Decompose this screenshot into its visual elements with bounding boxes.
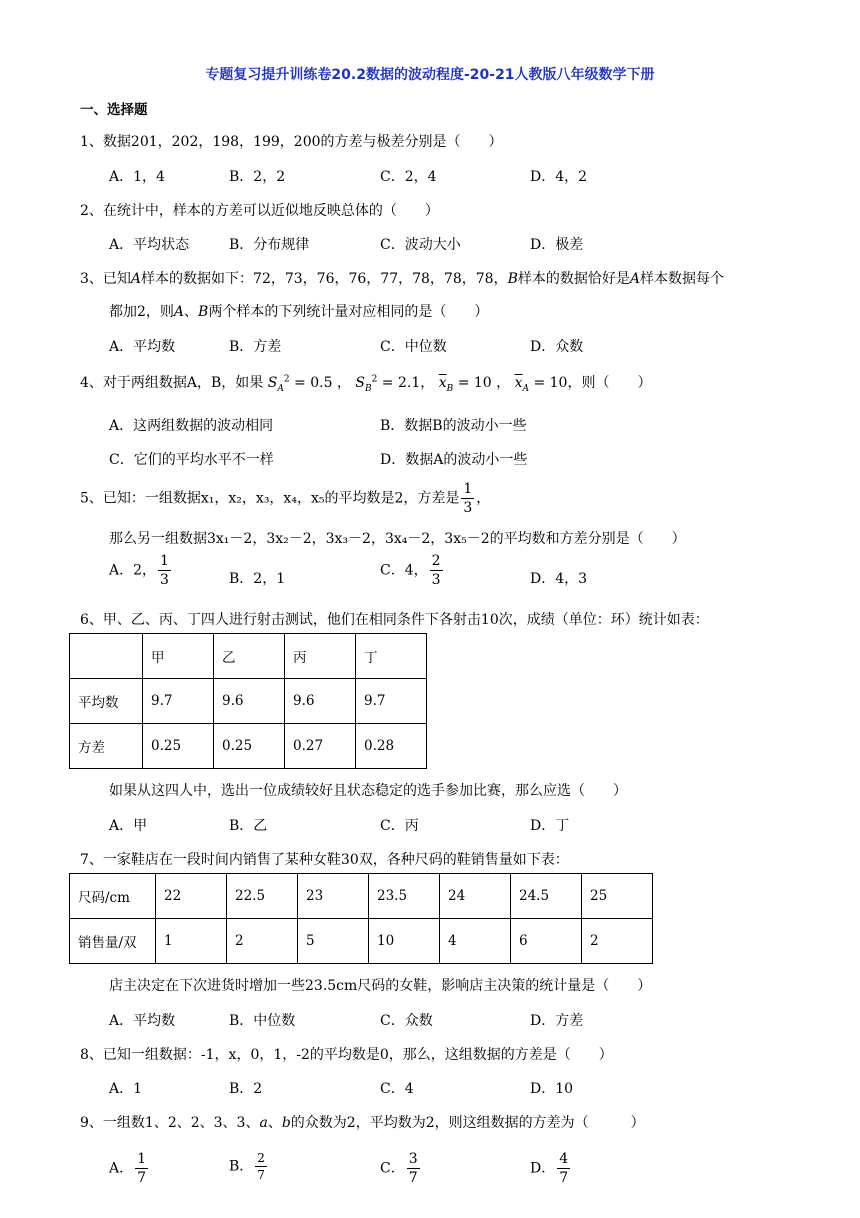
- question-5-option-c: C．4， $\frac{2}{3}$: [380, 553, 441, 588]
- question-6-stem: 6、甲、乙、丙、丁四人进行射击测试，他们在相同条件下各射击10次，成绩（单位：环）统计如表：: [80, 612, 709, 628]
- table-cell: 23: [298, 874, 369, 919]
- table-row: [70, 634, 427, 679]
- table-row: [70, 919, 653, 964]
- document-title: 专题复习提升训练卷20.2数据的波动程度-20-21人教版八年级数学下册: [205, 67, 655, 83]
- question-3-option-b: B．方差: [229, 339, 282, 355]
- question-7-option-d: D．方差: [530, 1013, 584, 1029]
- table-cell: 0.25: [143, 724, 214, 769]
- question-9-stem: 9、一组数1、2、2、3、3、a、b的众数为2，平均数为2，则这组数据的方差为（ ）: [80, 1115, 645, 1131]
- table-cell: 24.5: [511, 874, 582, 919]
- table-cell: 甲: [143, 634, 214, 679]
- question-7-option-b: B．中位数: [229, 1013, 296, 1029]
- question-3-option-d: D．众数: [530, 339, 584, 355]
- question-5-option-a: A．2， $\frac{1}{3}$: [109, 553, 169, 588]
- table-cell: 22: [156, 874, 227, 919]
- question-7-follow-up: 店主决定在下次进货时增加一些23.5cm尺码的女鞋，影响店主决策的统计量是（ ）: [109, 978, 652, 994]
- question-4-option-c: C．它们的平均水平不一样: [109, 452, 274, 468]
- table-cell: 5: [298, 919, 369, 964]
- question-8-option-a: A．1: [109, 1081, 143, 1097]
- table-row: [70, 724, 427, 769]
- table-cell: 2: [227, 919, 298, 964]
- table-cell: 24: [440, 874, 511, 919]
- question-1-option-b: B．2，2: [229, 169, 286, 185]
- table-cell: 0.27: [285, 724, 356, 769]
- question-5-stem-line-1: 5、已知：一组数据x₁，x₂，x₃，x₄，x₅的平均数是2，方差是 $\frac{1}{3}$ ，: [80, 481, 491, 516]
- table-cell: 10: [369, 919, 440, 964]
- question-7-option-a: A．平均数: [109, 1013, 176, 1029]
- question-1-option-d: D．4，2: [530, 169, 588, 185]
- mean-a-symbol: $\overline{x}$: [514, 375, 523, 391]
- question-2-option-a: A．平均状态: [109, 237, 190, 253]
- question-8-option-d: D．10: [530, 1081, 574, 1097]
- table-cell: 尺码/cm: [70, 874, 156, 919]
- question-5-option-d: D．4，3: [530, 571, 588, 587]
- table-cell: 方差: [70, 724, 143, 769]
- table-cell: 22.5: [227, 874, 298, 919]
- table-row: [70, 874, 653, 919]
- question-3-option-a: A．平均数: [109, 339, 176, 355]
- table-cell: 销售量/双: [70, 919, 156, 964]
- table-cell: [70, 634, 143, 679]
- question-5-stem-line-2: 那么另一组数据3x₁－2，3x₂－2，3x₃－2，3x₄－2，3x₅－2的平均数和方差分别是（ ）: [109, 531, 686, 547]
- table-cell: 丁: [356, 634, 427, 679]
- question-2-option-b: B．分布规律: [229, 237, 310, 253]
- question-9-option-b: B． $\frac{2}{7}$: [229, 1151, 265, 1182]
- table-cell: 9.7: [143, 679, 214, 724]
- question-9-option-c: C． $\frac{3}{7}$: [380, 1151, 418, 1186]
- question-1-option-a: A．1，4: [109, 169, 165, 185]
- mean-b-symbol: $\overline{x}$: [438, 375, 447, 391]
- question-1-option-c: C．2，4: [380, 169, 437, 185]
- table-cell: 2: [582, 919, 653, 964]
- question-1-stem: 1、数据201，202，198，199，200的方差与极差分别是（ ）: [80, 134, 503, 150]
- question-4-stem: 4、对于两组数据A，B，如果 $S_A^2 = 0.5$ ， $S_B^2 = 2.1$， $\overline{x}_B = 10$ ， $\overline{x}_A = 10$，则（ ）: [80, 374, 652, 394]
- question-2-option-d: D．极差: [530, 237, 584, 253]
- table-cell: 平均数: [70, 679, 143, 724]
- variance-a-symbol: S: [267, 375, 278, 391]
- question-2-option-c: C．波动大小: [380, 237, 461, 253]
- question-7-option-c: C．众数: [380, 1013, 433, 1029]
- question-9-option-a: A． $\frac{1}{7}$: [109, 1151, 147, 1186]
- question-6-option-a: A．甲: [109, 818, 148, 834]
- question-8-stem: 8、已知一组数据：-1，x，0，1，-2的平均数是0，那么，这组数据的方差是（ ）: [80, 1047, 613, 1063]
- question-6-option-b: B．乙: [229, 818, 268, 834]
- table-cell: 0.25: [214, 724, 285, 769]
- table-row: [70, 679, 427, 724]
- table-cell: 乙: [214, 634, 285, 679]
- shoe-sales-table: [69, 873, 653, 964]
- section-heading: 一、选择题: [80, 102, 148, 118]
- shooting-score-table: [69, 633, 427, 769]
- question-7-stem: 7、一家鞋店在一段时间内销售了某种女鞋30双，各种尺码的鞋销售量如下表：: [80, 852, 569, 868]
- table-cell: 1: [156, 919, 227, 964]
- question-8-option-c: C．4: [380, 1081, 414, 1097]
- question-2-stem: 2、在统计中，样本的方差可以近似地反映总体的（ ）: [80, 203, 439, 219]
- table-cell: 9.6: [214, 679, 285, 724]
- question-3-stem-line-2: 都加2，则A、B两个样本的下列统计量对应相同的是（ ）: [109, 304, 489, 320]
- question-6-option-d: D．丁: [530, 818, 570, 834]
- question-8-option-b: B．2: [229, 1081, 263, 1097]
- question-3-stem-line-1: 3、已知A样本的数据如下：72，73，76，76，77，78，78，78，B样本的数据恰好是A样本数据每个: [80, 271, 724, 287]
- question-4-option-b: B．数据B的波动小一些: [380, 418, 527, 434]
- question-6-follow-up: 如果从这四人中，选出一位成绩较好且状态稳定的选手参加比赛，那么应选（ ）: [109, 783, 627, 799]
- question-4-option-a: A．这两组数据的波动相同: [109, 418, 274, 434]
- table-cell: 9.7: [356, 679, 427, 724]
- table-cell: 25: [582, 874, 653, 919]
- table-cell: 丙: [285, 634, 356, 679]
- question-9-option-d: D． $\frac{4}{7}$: [530, 1151, 569, 1186]
- question-5-option-b: B．2，1: [229, 571, 286, 587]
- table-cell: 6: [511, 919, 582, 964]
- question-6-option-c: C．丙: [380, 818, 419, 834]
- table-cell: 23.5: [369, 874, 440, 919]
- table-cell: 0.28: [356, 724, 427, 769]
- fraction-one-third: $\frac{1}{3}$: [463, 481, 473, 516]
- question-4-option-d: D．数据A的波动小一些: [380, 452, 528, 468]
- table-cell: 4: [440, 919, 511, 964]
- question-3-option-c: C．中位数: [380, 339, 447, 355]
- variance-b-symbol: S: [355, 375, 365, 391]
- table-cell: 9.6: [285, 679, 356, 724]
